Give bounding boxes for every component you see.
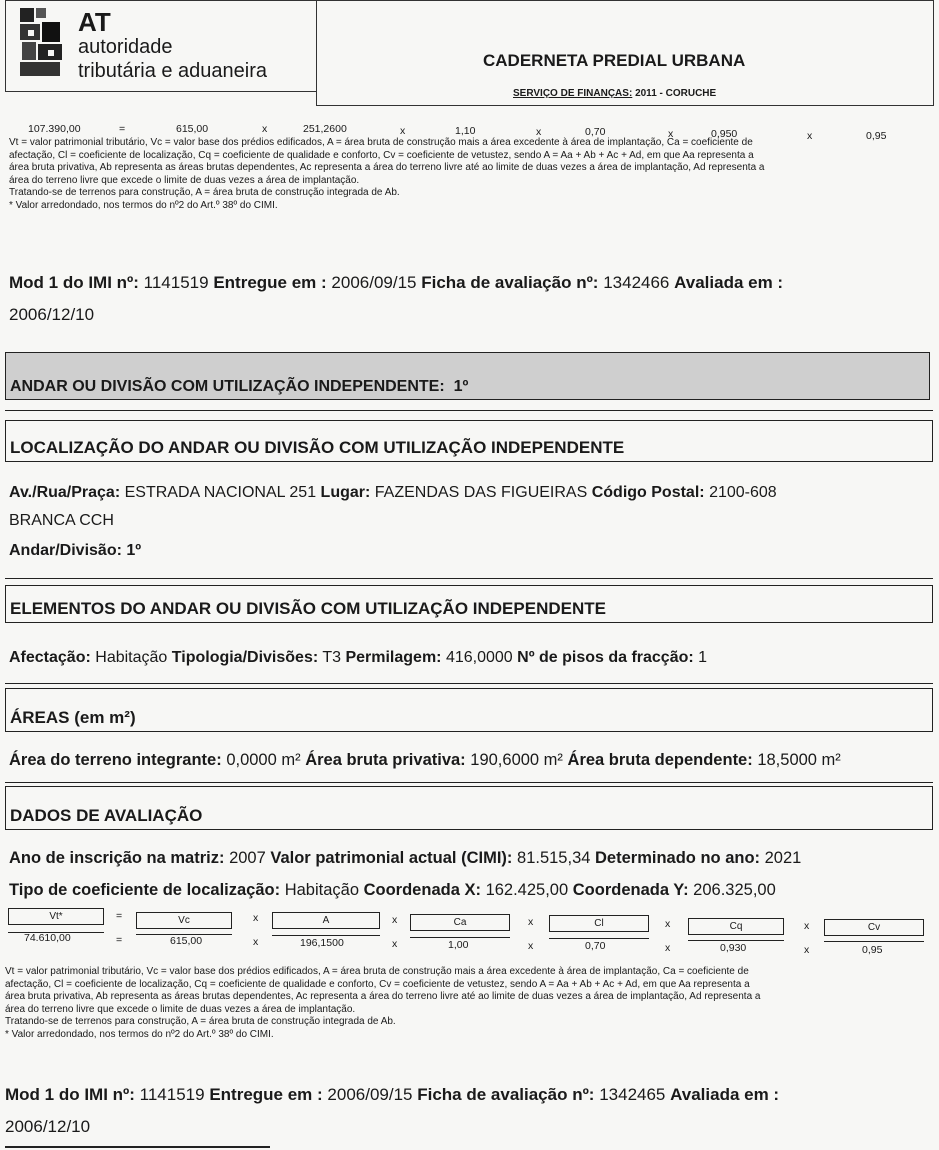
terreno-label: Área do terreno integrante: [9, 751, 222, 769]
separator [5, 410, 933, 411]
service-line [513, 88, 716, 99]
legend-line: Tratando-se de terrenos para construção, A = área bruta de construção integrada de Ab. [5, 1016, 396, 1027]
legend-line: área do terreno livre que excede o limite de duas vezes a área de implantação. [9, 174, 360, 186]
formula-value-vt: 74.610,00 [24, 932, 71, 944]
legend-line: área bruta privativa, Ab representa as áreas brutas dependentes, Ac representa a área do terreno livre até ao limite de duas vezes a área de implantação, Ad representa a [9, 162, 765, 173]
top-vt: 107.390,00 [28, 123, 81, 135]
ficha-value: 1342466 [603, 273, 670, 292]
permilagem-value: 416,0000 [445, 649, 513, 666]
formula-box-cq: Cq [688, 918, 784, 935]
andar-label: ANDAR OU DIVISÃO COM UTILIZAÇÃO INDEPENDENTE: [10, 378, 445, 395]
avaliada-value: 2006/12/10 [9, 305, 95, 324]
top-x2: x [400, 125, 406, 137]
op-top: x [528, 916, 534, 928]
mod-value: 1141519 [139, 1085, 205, 1104]
logo-line1: autoridade [78, 36, 173, 58]
op-bottom: x [253, 936, 259, 948]
legend-line: Tratando-se de terrenos para construção, A = área bruta de construção integrada de Ab. [9, 187, 400, 198]
at-logo-icon [18, 4, 68, 82]
top-vc: 615,00 [176, 123, 209, 135]
formula-value-cv: 0,95 [862, 944, 883, 956]
valor-label: Valor patrimonial actual (CIMI): [270, 849, 513, 867]
formula-box-cl: Cl [549, 915, 649, 932]
separator [5, 782, 933, 783]
op-bottom: x [528, 940, 534, 952]
rua-value: ESTRADA NACIONAL 251 [124, 484, 317, 501]
elementos-line [9, 648, 707, 668]
formula-value-ca: 1,00 [448, 939, 469, 951]
legend-block-2 [5, 966, 933, 1041]
formula-box-cv: Cv [824, 919, 924, 936]
avaliada-value: 2006/12/10 [5, 1117, 91, 1136]
tipo-coef-value: Habitação [284, 881, 360, 899]
section-areas-bar [5, 688, 933, 732]
entregue-label: Entregue em : [209, 1085, 323, 1104]
section-localizacao-bar [5, 420, 933, 462]
top-ca: 1,10 [455, 125, 476, 137]
legend-line: afectação, Cl = coeficiente de localização, Cq = coeficiente de qualidade e conforto, Cv = coeficiente de vetustez, sendo A = Aa + Ab + Ac + Ad, em que Aa representa a [5, 978, 750, 990]
afectacao-value: Habitação [95, 649, 168, 666]
pisos-value: 1 [698, 649, 708, 666]
andar-value: 1º [453, 378, 469, 395]
ano-value: 2007 [229, 849, 266, 867]
cp-value: 2100-608 [709, 484, 777, 501]
top-eq: = [119, 123, 126, 135]
top-a: 251,2600 [303, 123, 347, 135]
terreno-value: 0,0000 m² [226, 751, 301, 769]
logo-line2: tributária e aduaneira [78, 60, 268, 82]
legend-line: área bruta privativa, Ab representa as áreas brutas dependentes, Ac representa a área do terreno livre até ao limite de duas vezes a área de implantação, Ad representa a [5, 991, 761, 1002]
separator [5, 1146, 270, 1148]
dados-line2 [9, 880, 776, 900]
elementos-title: ELEMENTOS DO ANDAR OU DIVISÃO COM UTILIZAÇÃO INDEPENDENTE [10, 599, 606, 618]
pisos-label: Nº de pisos da fracção: [517, 649, 694, 666]
section-andar-bar [5, 352, 930, 400]
op-bottom: = [116, 934, 123, 946]
afectacao-label: Afectação: [9, 649, 91, 666]
op-top: = [116, 910, 123, 922]
formula-rule [410, 937, 510, 938]
coord-y-label: Coordenada Y: [572, 881, 689, 899]
andar-divisao-line [9, 541, 141, 561]
formula-box-vt: Vt* [8, 908, 104, 925]
ano-label: Ano de inscrição na matriz: [9, 849, 225, 867]
avaliada-label: Avaliada em : [670, 1085, 780, 1104]
valor-value: 81.515,34 [517, 849, 591, 867]
ficha-label: Ficha de avaliação nº: [417, 1085, 595, 1104]
mod1-block-1 [9, 268, 929, 330]
legend-line: Vt = valor patrimonial tributário, Vc = valor base dos prédios edificados, A = área bruta de construção mais a área excedente à área de implantação, Ca = coeficiente de [5, 966, 749, 977]
formula-value-cl: 0,70 [585, 940, 606, 952]
privativa-label: Área bruta privativa: [305, 751, 466, 769]
legend-line: * Valor arredondado, nos termos do nº2 do Art.º 38º do CIMI. [5, 1028, 274, 1040]
localizacao-title: LOCALIZAÇÃO DO ANDAR OU DIVISÃO COM UTILIZAÇÃO INDEPENDENTE [10, 438, 625, 457]
service-label: SERVIÇO DE FINANÇAS: [513, 88, 633, 99]
avaliada-label: Avaliada em : [674, 273, 784, 292]
dados-line1 [9, 848, 801, 868]
mod-label: Mod 1 do IMI nº: [9, 273, 139, 292]
areas-line [9, 750, 841, 770]
mod-value: 1141519 [143, 273, 209, 292]
formula-rule [688, 940, 784, 941]
coord-x-label: Coordenada X: [363, 881, 481, 899]
top-cv: 0,95 [866, 130, 887, 142]
doc-title: CADERNETA PREDIAL URBANA [483, 51, 746, 70]
logo-abbr: AT [78, 7, 111, 37]
privativa-value: 190,6000 m² [470, 751, 563, 769]
formula-value-cq: 0,930 [720, 942, 747, 954]
top-x1: x [262, 123, 268, 135]
dependente-value: 18,5000 m² [757, 751, 841, 769]
ficha-label: Ficha de avaliação nº: [421, 273, 599, 292]
determinado-label: Determinado no ano: [595, 849, 761, 867]
lugar-value: FAZENDAS DAS FIGUEIRAS [374, 484, 588, 501]
formula-rule [549, 938, 649, 939]
rua-label: Av./Rua/Praça: [9, 484, 121, 501]
cp-label: Código Postal: [591, 484, 705, 501]
legend-line: afectação, Cl = coeficiente de localização, Cq = coeficiente de qualidade e conforto, Cv = coeficiente de vetustez, sendo A = Aa + Ab + Ac + Ad, em que Aa representa a [9, 149, 754, 161]
ficha-value: 1342465 [599, 1085, 666, 1104]
entregue-label: Entregue em : [213, 273, 327, 292]
top-cl: 0,70 [585, 126, 606, 138]
top-x4: x [668, 128, 674, 140]
mod-label: Mod 1 do IMI nº: [5, 1085, 135, 1104]
op-top: x [392, 914, 398, 926]
legend-line: área do terreno livre que excede o limite de duas vezes a área de implantação. [5, 1003, 356, 1015]
top-x3: x [536, 126, 542, 138]
dados-title: DADOS DE AVALIAÇÃO [10, 806, 203, 825]
lugar-label: Lugar: [320, 484, 371, 501]
op-top: x [253, 912, 259, 924]
section-elementos-bar [5, 585, 933, 623]
formula-box-a: A [272, 912, 380, 929]
cp-continuation: BRANCA CCH [9, 512, 114, 529]
andar-divisao-label: Andar/Divisão: [9, 542, 122, 559]
determinado-value: 2021 [764, 849, 802, 867]
dependente-label: Área bruta dependente: [567, 751, 753, 769]
andar-divisao-value: 1º [126, 542, 142, 559]
legend-line: * Valor arredondado, nos termos do nº2 do Art.º 38º do CIMI. [9, 199, 278, 211]
areas-title: ÁREAS (em m²) [10, 708, 136, 727]
separator [5, 578, 933, 579]
section-dados-bar [5, 786, 933, 830]
op-bottom: x [665, 942, 671, 954]
top-cq: 0,950 [711, 128, 738, 140]
op-bottom: x [804, 944, 810, 956]
service-value: 2011 - CORUCHE [635, 88, 717, 99]
op-bottom: x [392, 938, 398, 950]
entregue-value: 2006/09/15 [331, 273, 417, 292]
tipologia-value: T3 [322, 649, 341, 666]
formula-value-vc: 615,00 [170, 935, 203, 947]
separator [5, 683, 933, 684]
formula-rule [824, 941, 924, 942]
permilagem-label: Permilagem: [345, 649, 442, 666]
formula-value-a: 196,1500 [300, 937, 344, 949]
formula-box-ca: Ca [410, 914, 510, 931]
op-top: x [804, 920, 810, 932]
tipologia-label: Tipologia/Divisões: [171, 649, 319, 666]
op-top: x [665, 918, 671, 930]
coord-y-value: 206.325,00 [693, 881, 776, 899]
legend-block-1 [9, 137, 934, 212]
entregue-value: 2006/09/15 [327, 1085, 413, 1104]
tipo-coef-label: Tipo de coeficiente de localização: [9, 881, 281, 899]
mod1-block-2 [5, 1080, 930, 1142]
legend-line: Vt = valor patrimonial tributário, Vc = valor base dos prédios edificados, A = área bruta de construção mais a área excedente à área de implantação, Ca = coeficiente de [9, 137, 753, 148]
coord-x-value: 162.425,00 [485, 881, 569, 899]
localizacao-line1 [9, 483, 777, 503]
top-x5: x [807, 130, 813, 142]
formula-box-vc: Vc [136, 912, 232, 929]
formula-rule [272, 935, 380, 936]
